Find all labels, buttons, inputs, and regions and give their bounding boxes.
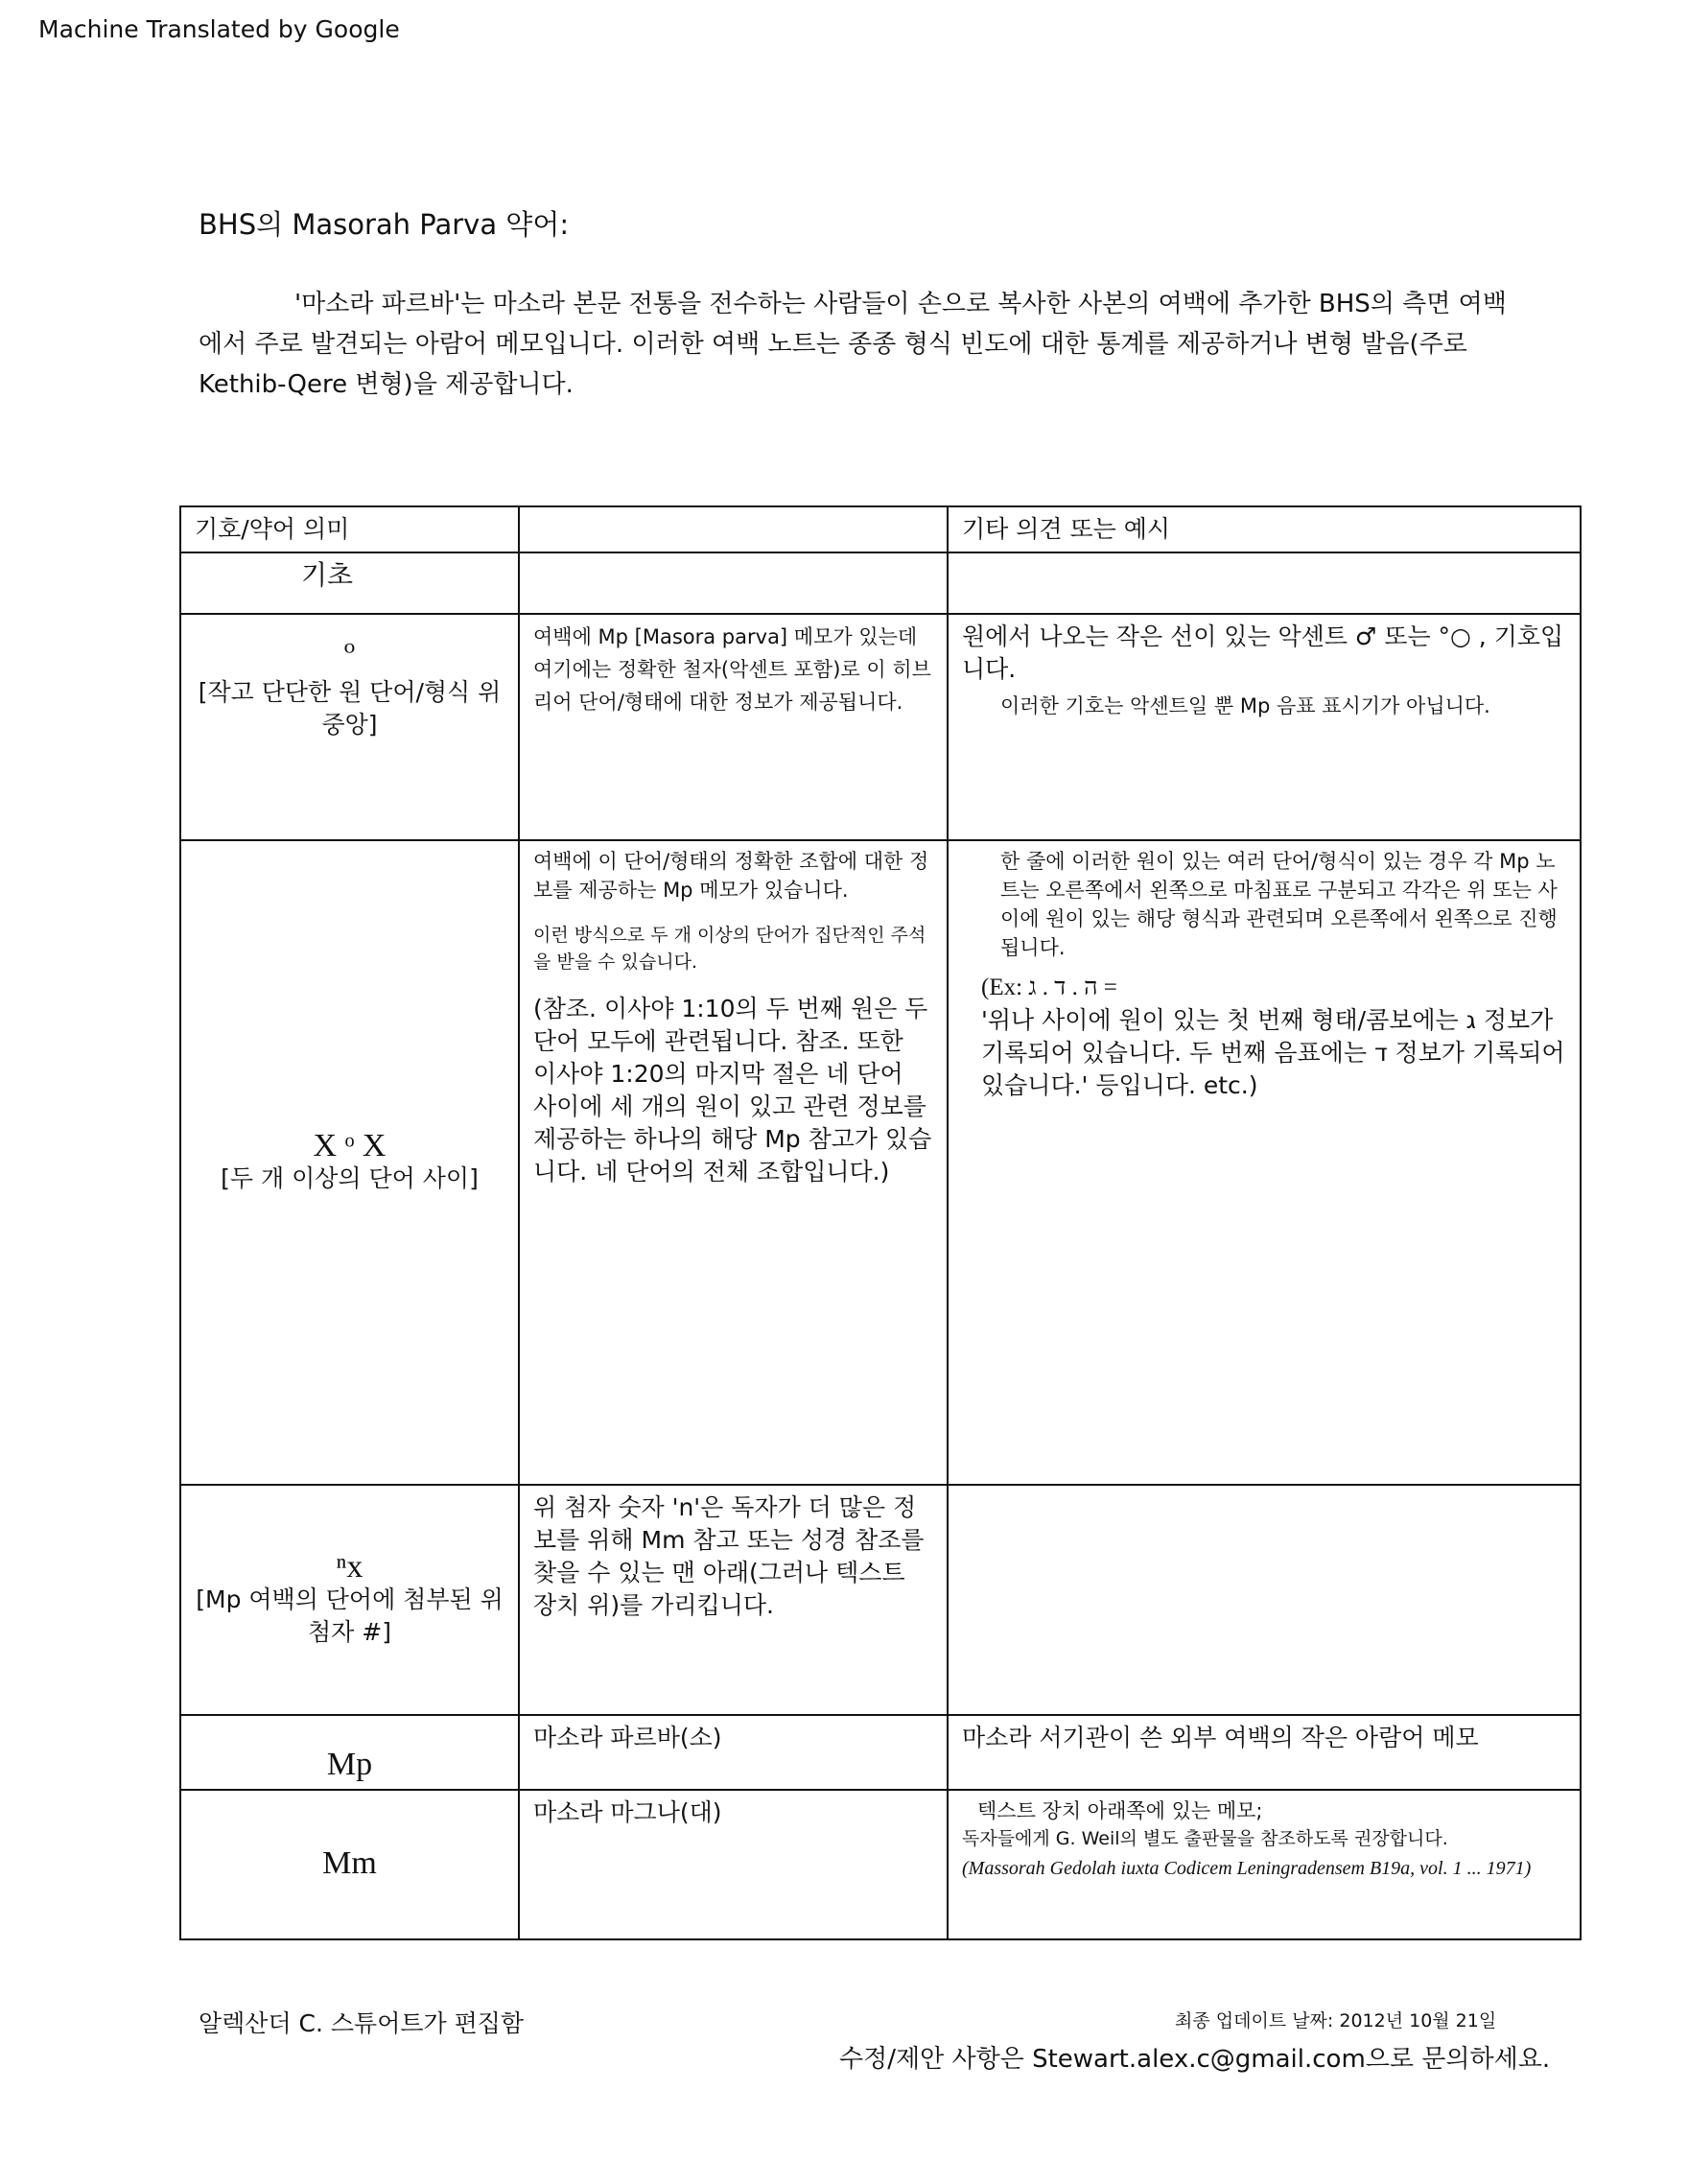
mm-comment-b: 독자들에게 G. Weil의 별도 출판물을 참조하도록 권장합니다. bbox=[962, 1828, 1448, 1849]
abbreviation-table bbox=[179, 505, 1582, 1940]
basics-empty-comment bbox=[948, 552, 1581, 614]
mm-comment-c: (Massorah Gedolah iuxta Codicem Leningradensem B19a, vol. 1 ... 1971) bbox=[962, 1858, 1532, 1879]
circle-symbol-cell bbox=[180, 614, 519, 840]
translation-banner: Machine Translated by Google bbox=[38, 15, 400, 43]
editor-credit: 알렉산더 C. 스튜어트가 편집함 bbox=[199, 2009, 525, 2037]
table-row-mp bbox=[180, 1715, 1581, 1790]
intro-paragraph bbox=[199, 284, 1522, 405]
circle-comment-a: 원에서 나오는 작은 선이 있는 악센트 ♂ 또는 °○ , 기호입니다. bbox=[962, 622, 1564, 683]
between-comment-a: 한 줄에 이러한 원이 있는 여러 단어/형식이 있는 경우 각 Mp 노트는 오른쪽에서 왼쪽으로 마침표로 구분되고 각각은 위 또는 사이에 원이 있는 해당 형식과 관련되며 오른쪽에서 왼쪽으로 진행됩니다. bbox=[1000, 850, 1558, 959]
last-updated: 최종 업데이트 날짜: 2012년 10월 21일 bbox=[1175, 2010, 1497, 2031]
mm-meaning: 마소라 마그나(대) bbox=[519, 1790, 948, 1939]
between-comment-b: '위나 사이에 원이 있는 첫 번째 형태/콤보에는 ג 정보가 기록되어 있습니다. 두 번째 음표에는 ד 정보가 기록되어 있습니다.' 등입니다. etc.) bbox=[981, 1006, 1565, 1099]
mp-meaning: 마소라 파르바(소) bbox=[519, 1715, 948, 1790]
table-row-between bbox=[180, 840, 1581, 1485]
contact-line: 수정/제안 사항은 Stewart.alex.c@gmail.com으로 문의하세요. bbox=[839, 2045, 1551, 2074]
intro-text: '마소라 파르바'는 마소라 본문 전통을 전수하는 사람들이 손으로 복사한 사본의 여백에 추가한 BHS의 측면 여백에서 주로 발견되는 아람어 메모입니다. 이러한 여백 노트는 종종 형식 빈도에 대한 통계를 제공하거나 변형 발음(주로 Kethib-Qere 변형)을 제공합니다. bbox=[199, 290, 1507, 399]
between-symbol-cell bbox=[180, 840, 519, 1485]
superscript-meaning: 위 첨자 숫자 'n'은 독자가 더 많은 정보를 위해 Mm 참고 또는 성경 참조를 찾을 수 있는 맨 아래(그러나 텍스트 장치 위)를 가리킵니다. bbox=[519, 1485, 948, 1715]
between-meaning-b: 이런 방식으로 두 개 이상의 단어가 집단적인 주석을 받을 수 있습니다. bbox=[533, 925, 926, 973]
basics-label: 기초 bbox=[180, 552, 519, 614]
between-circle-icon: X ᵒ X bbox=[313, 1128, 387, 1163]
mm-symbol-cell bbox=[180, 1790, 519, 1939]
circle-symbol-note: [작고 단단한 원 단어/형식 위 중앙] bbox=[198, 678, 502, 739]
basics-empty-meaning bbox=[519, 552, 948, 614]
page-title: BHS의 Masorah Parva 약어: bbox=[199, 208, 570, 241]
between-meaning bbox=[519, 840, 948, 1485]
superscript-n-icon: ⁿx bbox=[336, 1549, 363, 1585]
circle-comment bbox=[948, 614, 1581, 840]
table-row-circle bbox=[180, 614, 1581, 840]
table-row-superscript bbox=[180, 1485, 1581, 1715]
mm-abbreviation: Mm bbox=[322, 1845, 377, 1881]
superscript-symbol-cell bbox=[180, 1485, 519, 1715]
between-symbol-note: [두 개 이상의 단어 사이] bbox=[221, 1164, 479, 1192]
between-meaning-a: 여백에 이 단어/형태의 정확한 조합에 대한 정보를 제공하는 Mp 메모가 있습니다. bbox=[533, 850, 929, 902]
between-meaning-c: (참조. 이사야 1:10의 두 번째 원은 두 단어 모두에 관련됩니다. 참조. 또한 이사야 1:20의 마지막 절은 네 단어 사이에 세 개의 원이 있고 관련 정보를 제공하는 하나의 해당 Mp 참고가 있습니다. 네 단어의 전체 조합입니다.) bbox=[533, 995, 932, 1186]
header-col-comments: 기타 의견 또는 예시 bbox=[948, 506, 1581, 552]
mp-abbreviation: Mp bbox=[326, 1747, 373, 1782]
table-row-basics bbox=[180, 552, 1581, 614]
between-comment-example: (Ex: ה . ד . ג = bbox=[981, 975, 1117, 1000]
circle-comment-b: 이러한 기호는 악센트일 뿐 Mp 음표 표시기가 아닙니다. bbox=[1000, 694, 1490, 717]
superscript-symbol-note: [Mp 여백의 단어에 첨부된 위 첨자 #] bbox=[196, 1585, 504, 1646]
small-circle-icon: ᵒ bbox=[343, 634, 356, 670]
header-col-meaning bbox=[519, 506, 948, 552]
circle-meaning: 여백에 Mp [Masora parva] 메모가 있는데 여기에는 정확한 철자(악센트 포함)로 이 히브리어 단어/형태에 대한 정보가 제공됩니다. bbox=[519, 614, 948, 840]
mp-symbol-cell bbox=[180, 1715, 519, 1790]
table-row-mm bbox=[180, 1790, 1581, 1939]
table-header-row bbox=[180, 506, 1581, 552]
mm-comment bbox=[948, 1790, 1581, 1939]
superscript-comment bbox=[948, 1485, 1581, 1715]
between-comment bbox=[948, 840, 1581, 1485]
header-col-symbol: 기호/약어 의미 bbox=[180, 506, 519, 552]
mp-comment: 마소라 서기관이 쓴 외부 여백의 작은 아람어 메모 bbox=[948, 1715, 1581, 1790]
mm-comment-a: 텍스트 장치 아래쪽에 있는 메모; bbox=[977, 1799, 1263, 1822]
